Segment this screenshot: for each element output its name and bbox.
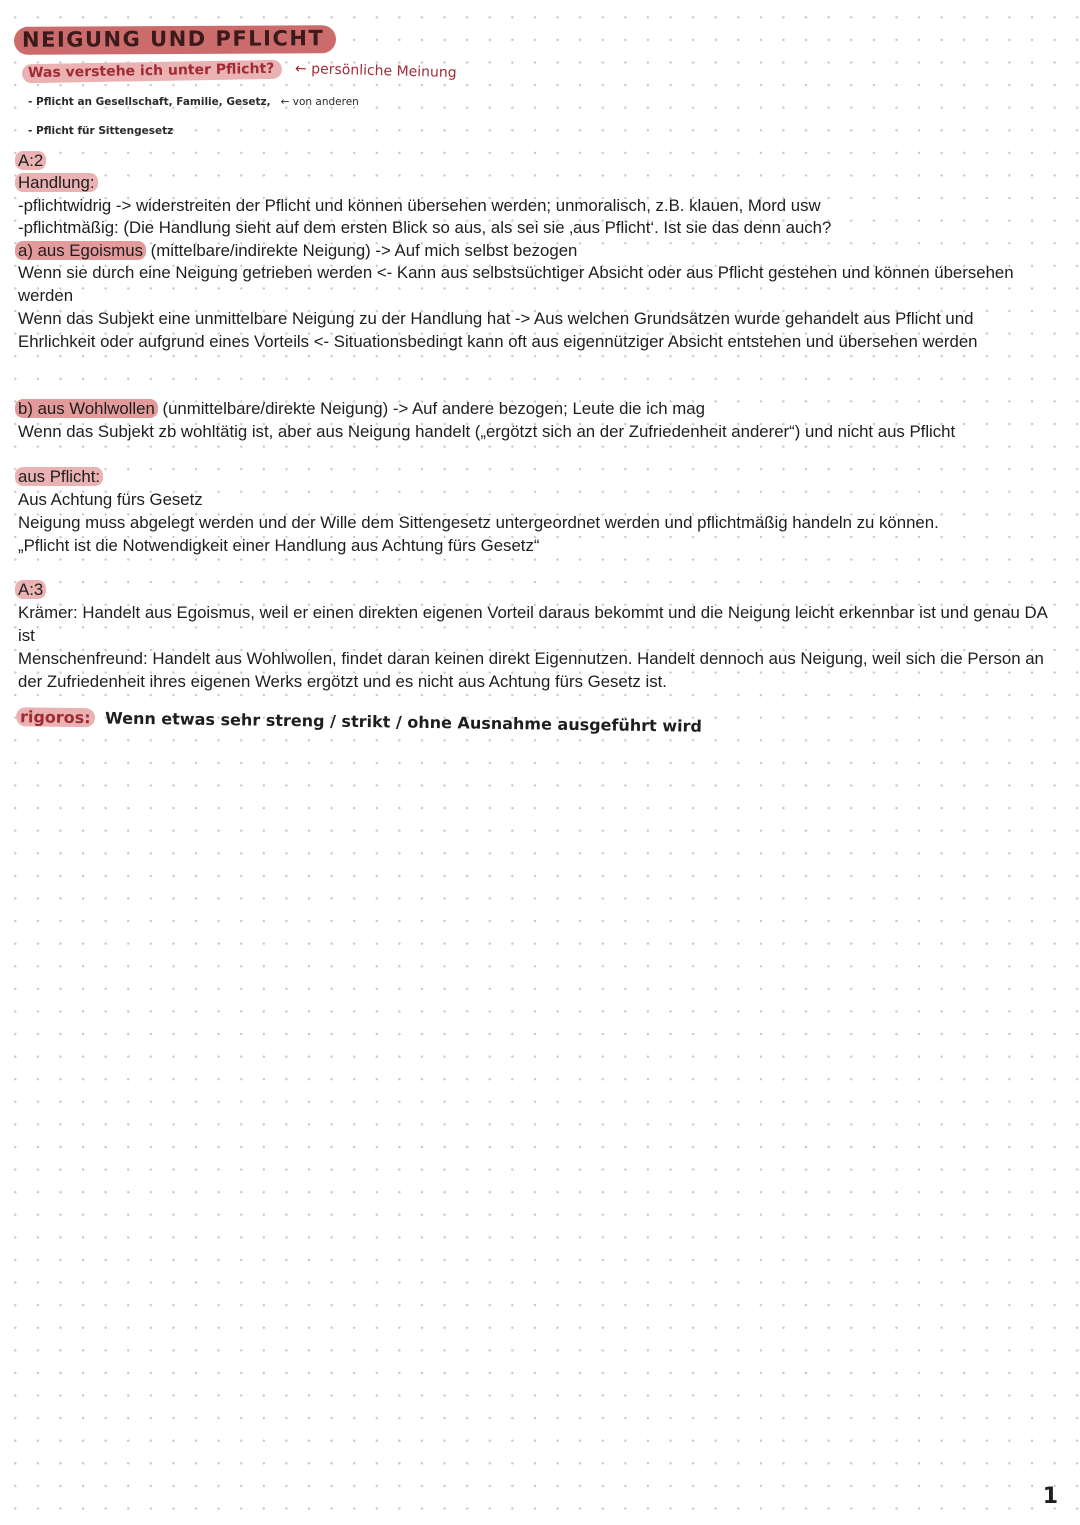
egoismus-label: a) aus Egoismus [15,241,146,260]
pflichtwidrig-line: -pflichtwidrig -> widerstreiten der Pflicht und können übersehen werden; unmoralisch, z.B. klauen, Mord usw [18,196,821,215]
egoismus-heading [18,240,577,263]
handlung-heading: Handlung: [18,172,98,195]
bullet-item [28,125,173,137]
page-title: NEIGUNG UND PFLICHT [14,25,336,55]
wohlwollen-rest: (unmittelbare/direkte Neigung) -> Auf andere bezogen; Leute die ich mag [157,399,705,418]
section-label-a3: A:3 [18,579,46,602]
page-number: 1 [1042,1484,1058,1509]
egoismus-paragraph-1: Wenn sie durch eine Neigung getrieben werden <- Kann aus selbstsüchtiger Absicht oder aus Pflicht gestehen und können übersehen werden [18,263,1014,305]
menschenfreund-paragraph: Menschenfreund: Handelt aus Wohlwollen, findet daran keinen direkt Eigennutzen. Handelt dennoch aus Neigung, weil sich die Person an der Zufriedenheit ihres eigenen Werks ergötzt und es nicht aus Achtung fürs Gesetz ist. [18,649,1044,691]
egoismus-rest: (mittelbare/indirekte Neigung) -> Auf mich selbst bezogen [145,241,578,260]
wohlwollen-paragraph: Wenn das Subjekt zb wohltätig ist, aber aus Neigung handelt („ergötzt sich an der Zufriedenheit anderer“) und nicht aus Pflicht [18,422,956,441]
opinion-note: ← persönliche Meinung [294,60,457,82]
rigoros-term: rigoros: [16,707,95,727]
pflicht-quote: „Pflicht ist die Notwendigkeit einer Handlung aus Achtung fürs Gesetz“ [18,536,540,555]
egoismus-paragraph-2: Wenn das Subjekt eine unmittelbare Neigung zu der Handlung hat -> Aus welchen Grundsätzen wurde gehandelt aus Pflicht und Ehrlichkeit oder aufgrund eines Vorteils <- Situationsbedingt kann oft aus eigennütziger Absicht entstehen und übersehen werden [18,309,978,351]
bullet-side-note: ← von anderen [280,96,359,108]
kraemer-paragraph: Krämer: Handelt aus Egoismus, weil er einen direkten eigenen Vorteil daraus bekommt und die Neigung leicht erkennbar ist und genau DA ist [18,603,1047,645]
section-label-a2: A:2 [18,150,46,173]
pflicht-line-1: Aus Achtung fürs Gesetz [18,490,203,509]
pflicht-heading: aus Pflicht: [18,466,103,489]
wohlwollen-label: b) aus Wohlwollen [15,399,158,418]
pflicht-line-2: Neigung muss abgelegt werden und der Wille dem Sittengesetz untergeordnet werden und pflichtmäßig handeln zu können. [18,513,939,532]
pflichtmaessig-line: -pflichtmäßig: (Die Handlung sieht auf dem ersten Blick so aus, als sei sie ‚aus Pflicht‘. Ist sie das denn auch? [18,218,832,237]
wohlwollen-heading [18,398,705,421]
bullet-item [28,96,359,108]
question-row [22,62,456,81]
rigoros-text: Wenn etwas sehr streng / strikt / ohne Ausnahme ausgeführt wird [104,708,703,736]
bullet-text: - Pflicht an Gesellschaft, Familie, Gesetz, [28,96,271,108]
rigoros-definition [16,707,702,737]
bullet-text: - Pflicht für Sittengesetz [28,125,174,137]
question-heading: Was verstehe ich unter Pflicht? [22,60,283,84]
